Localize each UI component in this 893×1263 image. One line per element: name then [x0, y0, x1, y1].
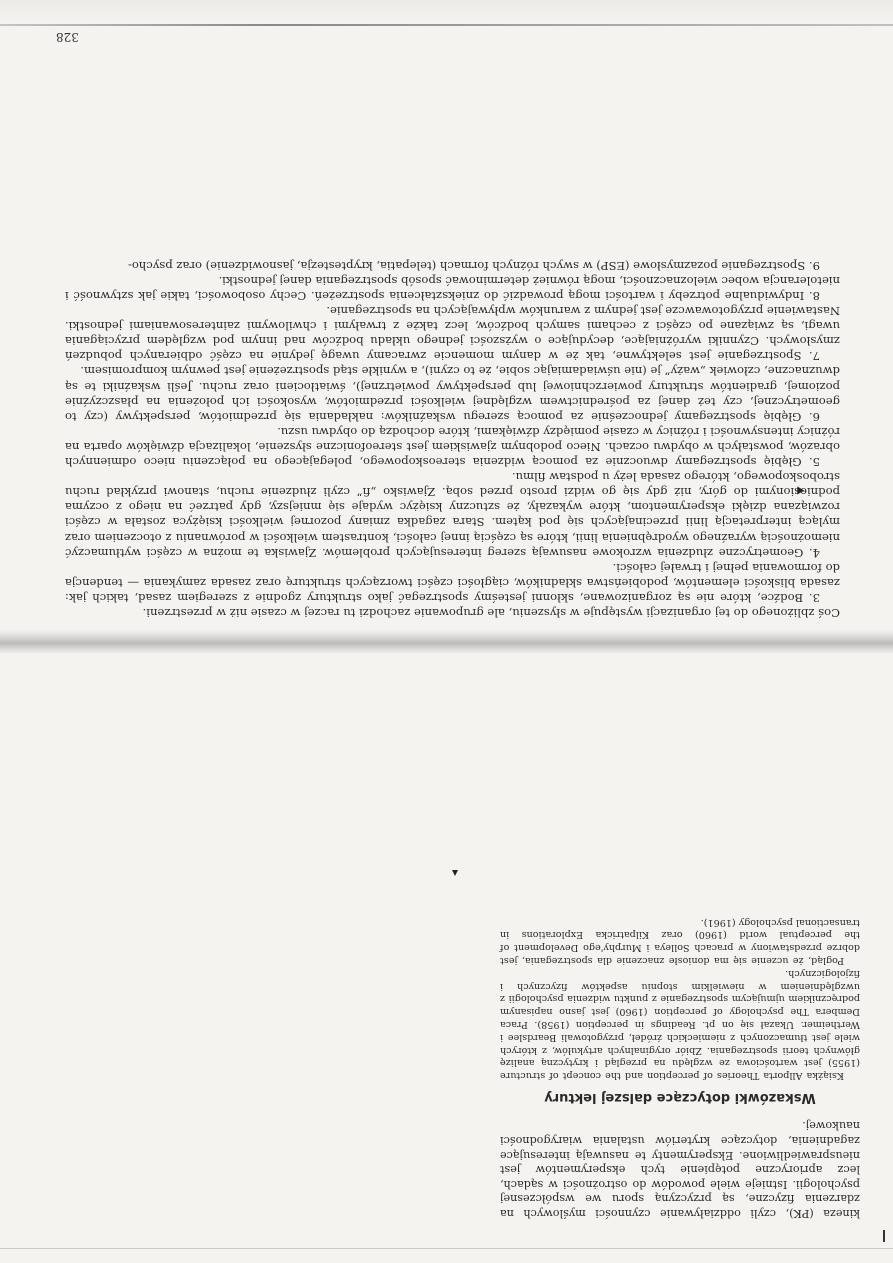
lower-page-block	[500, 660, 860, 1220]
margin-tick-mark	[883, 1230, 885, 1242]
margin-dot-mark	[452, 870, 458, 876]
reading-paragraph: Książka Allporta Theories of perception and the concept of structure (1955) jest wartościowa ze względu na przegląd i krytyczną analizę głównych teorii spostrzegania. Zbiór oryginalnych artykułów, z których wiele jest tłumaczonych z niemieckich źródeł, przygotowali Beardslee i Wertheimer. Ukazał się on pt. Readings in perception (1958). Praca Dembera The psychology of perception (1960) jest jasno napisanym podręcznikiem ujmującym spostrzeganie z punktu widzenia psychologii z uwzględnieniem w niewielkim stopniu aspektów fizycznych i fizjologicznych.	[500, 967, 860, 1082]
upper-paragraph: 6. Głębię spostrzegamy jednocześnie za pomocą szeregu wskaźników: nakładania się przedmiotów, perspektywy (czy to geometrycznej, czy też danej za pośrednictwem względnej wielkości przedmiotów, wysokości ich położenia na płaszczyźnie poziomej, gradientów struktury powierzchniowej lub perspektywy powietrznej), światłocieni oraz ruchu. Jeśli wskaźniki te są dwuznaczne, człowiek „waży” je (nie uświadamiając sobie, że to czyni), a wynikłe stąd spostrzeżenie jest pewnym kompromisem.	[65, 364, 840, 424]
book-fold-shadow	[0, 630, 893, 654]
further-reading-text	[500, 915, 860, 1081]
further-reading-heading: Wskazówki dotyczące dalszej lektury	[544, 1089, 816, 1105]
upper-paragraph: 4. Geometryczne złudzenia wzrokowe nasuwają szereg interesujących problemów. Zjawiska te można w części wytłumaczyć niemożnością wyraźnego wyodrębnienia linii, które są częścią innej całości, kontrastem wielkości w porównaniu z otoczeniem oraz mylącą interpretacją linii przecinających się pod kątem. Stara zagadka zmiany pozornej wielkości księżyca została w części rozwiązana dzięki eksperymentom, które wykazały, że sztuczny księżyc wydaje się mniejszy, gdy patrzeć na niego z oczyma podniesionymi do góry, niż gdy się go widzi prosto przed sobą. Zjawisko „fi” czyli złudzenie ruchu, stanowi przykład ruchu stroboskopowego, którego zasada leży u podstaw filmu.	[65, 470, 840, 560]
upper-paragraph: 9. Spostrzeganie pozazmysłowe (ESP) w swych różnych formach (telepatia, kryptestezja, jasnowidzenie) oraz psycho-	[127, 258, 820, 273]
reading-paragraph: Pogląd, że uczenie się ma doniosłe znaczenie dla spostrzegania, jest dobrze przedstawiony w pracach Solleya i Murphy'ego Development of the perceptual world (1960) oraz Kilpatricka Explorations in transactional psychology (1961).	[500, 916, 860, 967]
upper-page-text	[65, 258, 840, 620]
upper-paragraph: Coś zbliżonego do tej organizacji występuje w słyszeniu, ale grupowanie zachodzi tu raczej w czasie niż w przestrzeni.	[142, 606, 840, 620]
upper-paragraph: 8. Indywidualne potrzeby i wartości mogą prowadzić do zniekształcenia spostrzeżeń. Cechy osobowości, takie jak sztywność i nietolerancja wobec wieloznaczności, mogą również determinować sposób spostrzegania danej jednostki.	[65, 273, 840, 304]
continuation-paragraph: kineza (PK), czyli oddziaływanie czynności myślowych na zdarzenia fizyczne, są przyczyną sporu we współczesnej psychologii. Istnieje wiele powodów do ostrożności w sądach, lecz aprioryczne potępienie tych eksperymentów jest nieusprawiedliwione. Eksperymenty te nasuwają interesujące zagadnienia, dotyczące kryteriów ustalania wiarygodności naukowej.	[500, 1119, 860, 1220]
lower-page-text	[500, 915, 860, 1220]
scan-bottom-line	[0, 1248, 893, 1249]
upper-paragraph: 3. Bodźce, które nie są zorganizowane, skłonni jesteśmy spostrzegać jako struktury zgodnie z szeregiem zasad, takich jak: zasada bliskości elementów, podobieństwa składników, ciągłości części tworzących strukturę oraz zasada zamykania — tendencja do formowania pełnej i trwałej całości.	[65, 560, 840, 605]
upper-paragraph: 7. Spostrzeganie jest selektywne, tak że w danym momencie zwracamy uwagę jedynie na część odbieranych pobudzeń zmysłowych. Czynniki wyróżniające, decydujące o wyższości jednego układu bodźców nad innym pod względem przyciągania uwagi, są związane po części z cechami samych bodźców, lecz także z trwałymi i chwilowymi zainteresowaniami jednostki. Nastawienie przygotowawcze jest jednym z warunków wpływających na spostrzeganie.	[65, 304, 840, 364]
scan-top-edge	[0, 0, 893, 22]
page-number: 328	[56, 30, 79, 44]
upper-page-block	[50, 30, 840, 620]
upper-paragraph: 5. Głębię spostrzegamy dwuocznie za pomocą widzenia stereoskopowego, polegającego na połączeniu nieco odmiennych obrazów, powstałych w obydwu oczach. Nieco podobnym zjawiskiem jest stereofoniczne słyszenie, lokalizacja dźwięków oparta na różnicy intensywności i różnicy w czasie pomiędzy dźwiękami, które dochodzą do obydwu uszu.	[65, 424, 840, 470]
scan-top-line	[0, 24, 893, 26]
